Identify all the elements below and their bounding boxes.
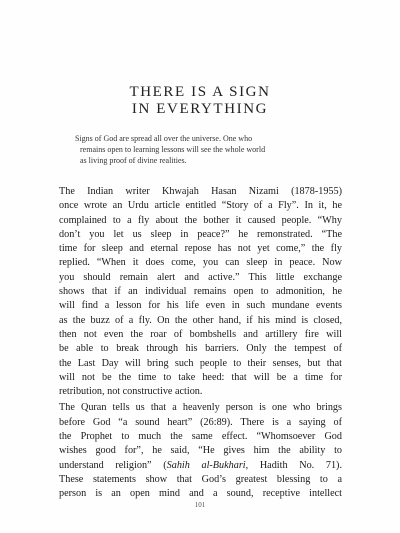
citation-source: Sahih al-Bukhari [166, 459, 246, 471]
citation-suffix: , Hadith No. 71). [245, 459, 342, 471]
chapter-title-line-2: IN EVERYTHING [131, 101, 269, 117]
text-line: the Prophet to much the same effect. “Whomsoever God [59, 431, 342, 443]
epigraph-line: Signs of God are spread all over the universe. One who [75, 134, 253, 143]
text-line: complained to a fly about the bother it caused people. “Why [59, 214, 342, 226]
text-line: the Last Day will bring such people to their senses, but that [59, 357, 342, 369]
text-line: once wrote an Urdu article entitled “Story of a Fly”. In it, he [59, 200, 342, 212]
text-line: don’t you let us sleep in peace?” he remonstrated. “The [59, 228, 342, 240]
text-line: then not even the roar of bombshells and artillery fire will [59, 328, 342, 340]
epigraph-line: remains open to learning lessons will see the whole world [80, 145, 266, 154]
text-line: shows that if an individual remains open to admonition, he [59, 286, 342, 298]
text-line: person is an open mind and a sound, receptive intellect [59, 488, 342, 500]
paragraph-2 [59, 401, 342, 501]
chapter-title-line-1: THERE IS A SIGN [129, 84, 271, 100]
text-line: wishes good for”, he said, “He gives him the ability to [59, 445, 342, 457]
text-line: as the buzz of a fly. On the other hand, if his mind is closed, [59, 314, 342, 326]
text-line: replied. “When it does come, you can sleep in peace. Now [59, 257, 342, 269]
page-number: 101 [194, 501, 206, 509]
text-line: before God “a sound heart” (26:89). There is a saying of [59, 416, 342, 428]
text-line: be able to break through his barriers. Only the tempest of [59, 343, 342, 355]
epigraph-line: as living proof of divine realities. [80, 156, 187, 165]
chapter-epigraph [75, 133, 337, 166]
text-line: will not be the time to take heed: that will be a time for [59, 371, 342, 383]
text-line-with-citation [59, 459, 342, 473]
text-line: time for sleep and eternal repose has not yet come,” the fly [59, 243, 342, 255]
text-line: you should remain alert and active.” This little exchange [59, 271, 342, 283]
text-line: The Indian writer Khwajah Hasan Nizami (1878-1955) [59, 186, 342, 197]
body-text [59, 185, 342, 502]
text-line: These statements show that God’s greatest blessing to a [59, 473, 342, 485]
text-line: retribution, not constructive action. [59, 386, 203, 398]
text-line: will find a lesson for his life even in such mundane events [59, 300, 342, 312]
text-line: The Quran tells us that a heavenly person is one who brings [59, 402, 342, 414]
paragraph-1 [59, 185, 342, 399]
citation-prefix: understand religion” ( [59, 459, 167, 471]
